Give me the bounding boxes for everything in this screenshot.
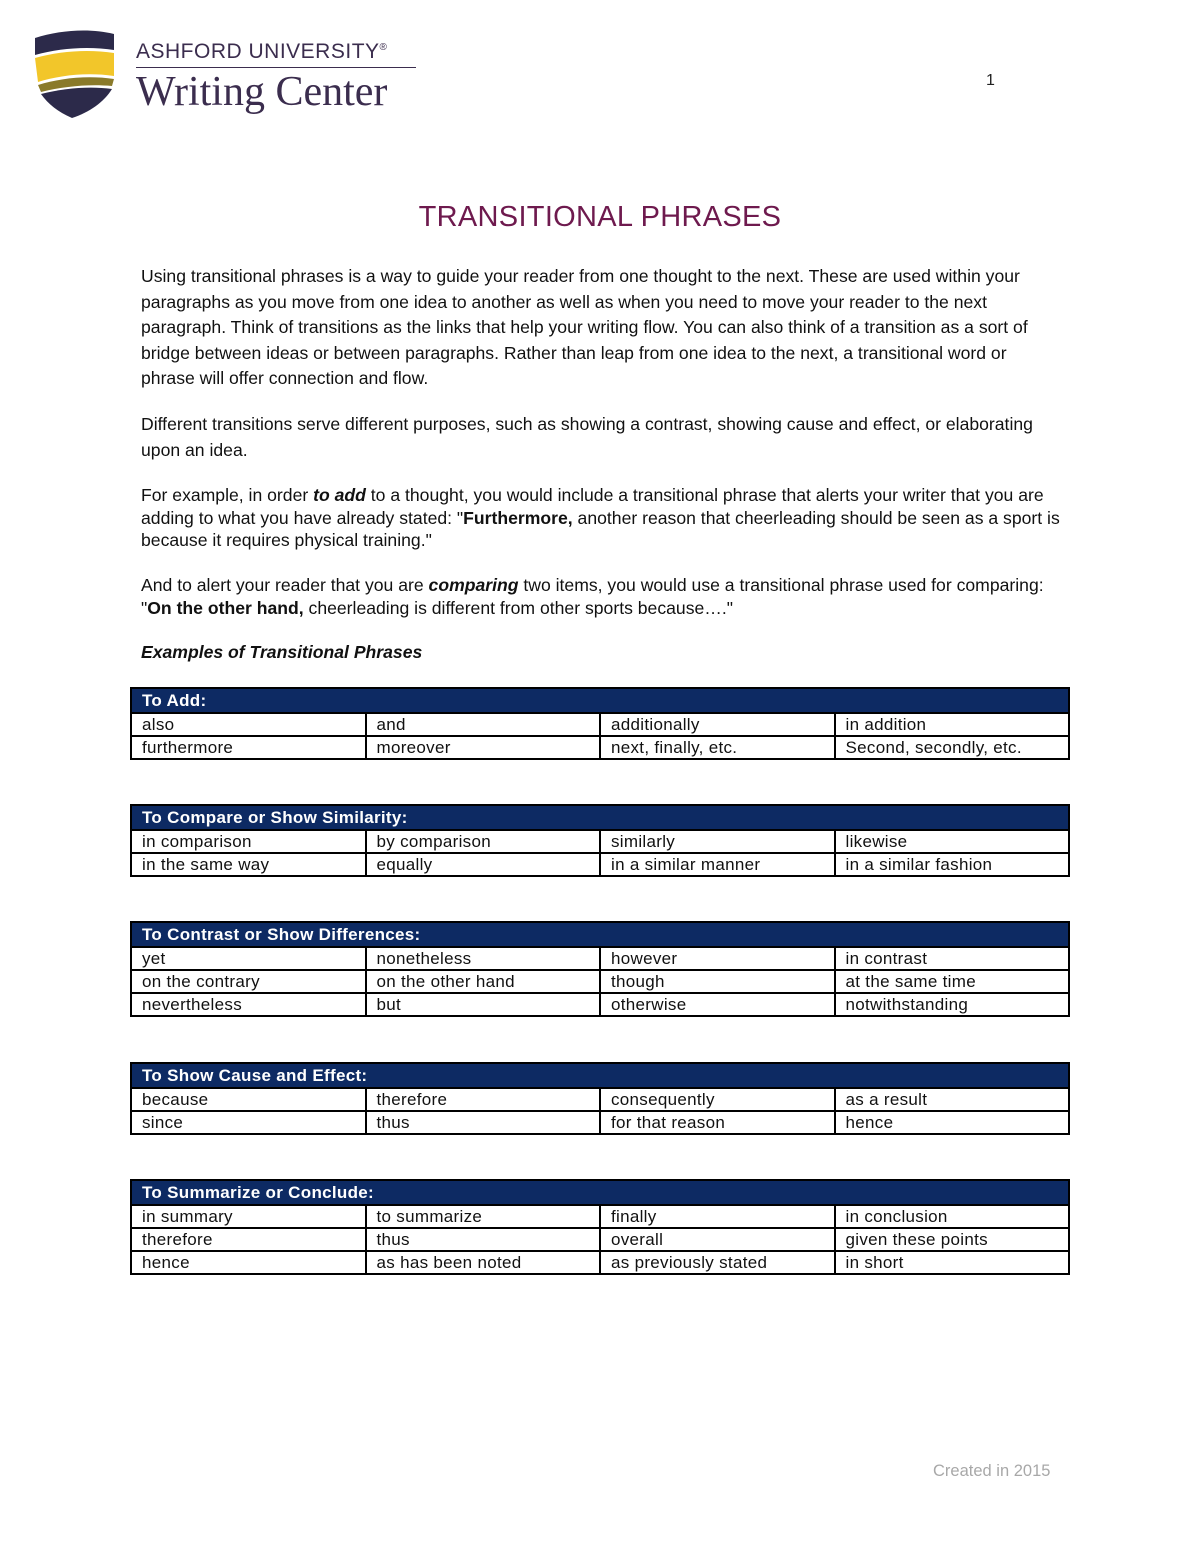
table-to-compare: [130, 804, 1070, 877]
table-cell: at the same time: [835, 970, 1070, 993]
page-title: TRANSITIONAL PHRASES: [418, 201, 782, 233]
table-row: [131, 1088, 1069, 1111]
table-row: [131, 736, 1069, 759]
table-cell: though: [600, 970, 835, 993]
shield-gold-band: [35, 51, 114, 82]
table-row: [131, 713, 1069, 736]
purposes-paragraph: Different transitions serve different purposes, such as showing a contrast, showing cause and effect, or elaborating upon an idea.: [141, 414, 1033, 460]
table-to-add: [130, 687, 1070, 760]
table-cell: on the other hand: [366, 970, 601, 993]
table-cause-effect: [130, 1062, 1070, 1135]
text: cheerleading is different from other sports because….": [303, 597, 734, 618]
table-row: [131, 947, 1069, 970]
table-cell: equally: [366, 853, 601, 876]
page-number: 1: [986, 72, 995, 89]
page-header: [30, 28, 430, 128]
table-cell: in contrast: [835, 947, 1070, 970]
examples-heading: Examples of Transitional Phrases: [141, 642, 423, 662]
table-summarize: [130, 1179, 1070, 1275]
table-cell: thus: [366, 1111, 601, 1134]
table-cell: to summarize: [366, 1205, 601, 1228]
table-row: [131, 993, 1069, 1016]
table-cell: however: [600, 947, 835, 970]
table-cell: thus: [366, 1228, 601, 1251]
table-cell: since: [131, 1111, 366, 1134]
table-cell: as has been noted: [366, 1251, 601, 1274]
table-cell: in summary: [131, 1205, 366, 1228]
table-row: [131, 970, 1069, 993]
table-to-contrast: [130, 921, 1070, 1017]
table-cell: as a result: [835, 1088, 1070, 1111]
table-row: [131, 830, 1069, 853]
table-cell: nevertheless: [131, 993, 366, 1016]
university-name: ASHFORD UNIVERSITY®: [136, 40, 388, 63]
table-row: [131, 1111, 1069, 1134]
table-heading: To Add:: [131, 688, 1069, 713]
table-cell: yet: [131, 947, 366, 970]
table-cell: therefore: [366, 1088, 601, 1111]
table-cell: next, finally, etc.: [600, 736, 835, 759]
text: to a thought, you would include a transitional phrase that alerts your writer that you are adding to what you have already stated: ": [141, 485, 1044, 528]
writing-center-name: Writing Center: [136, 69, 388, 115]
table-row: [131, 1251, 1069, 1274]
table-cell: for that reason: [600, 1111, 835, 1134]
table-cell: finally: [600, 1205, 835, 1228]
table-cell: on the contrary: [131, 970, 366, 993]
table-cell: in short: [835, 1251, 1070, 1274]
emphasis: On the other hand,: [147, 597, 304, 618]
table-cell: and: [366, 713, 601, 736]
text: another reason that cheerleading should be seen as a sport is because it requires physical training.": [141, 507, 1060, 550]
table-cell: by comparison: [366, 830, 601, 853]
table-cell: therefore: [131, 1228, 366, 1251]
table-cell: in addition: [835, 713, 1070, 736]
compare-example-paragraph: [141, 574, 1061, 619]
table-cell: Second, secondly, etc.: [835, 736, 1070, 759]
table-cell: furthermore: [131, 736, 366, 759]
add-example-paragraph: [141, 484, 1061, 552]
table-cell: additionally: [600, 713, 835, 736]
table-cell: nonetheless: [366, 947, 601, 970]
table-cell: consequently: [600, 1088, 835, 1111]
text: For example, in order: [141, 485, 314, 505]
shield-bottom-band: [41, 88, 112, 118]
emphasis: comparing: [428, 575, 519, 595]
table-row: [131, 1205, 1069, 1228]
text: two items, you would use a transitional phrase used for comparing: ": [141, 575, 1044, 618]
text: And to alert your reader that you are: [141, 575, 429, 595]
intro-paragraph: Using transitional phrases is a way to guide your reader from one thought to the next. These are used within your paragraphs as you move from one idea to another as well as when you need to move your reader to the next paragraph. Think of transitions as the links that help your writing flow. You can also think of a transition as a sort of bridge between ideas or between paragraphs. Rather than leap from one idea to the next, a transitional word or phrase will offer connection and flow.: [141, 266, 1028, 388]
emphasis: to add: [313, 485, 366, 505]
table-cell: given these points: [835, 1228, 1070, 1251]
table-cell: also: [131, 713, 366, 736]
table-cell: in a similar manner: [600, 853, 835, 876]
table-cell: otherwise: [600, 993, 835, 1016]
table-heading: To Show Cause and Effect:: [131, 1063, 1069, 1088]
table-cell: likewise: [835, 830, 1070, 853]
table-cell: in conclusion: [835, 1205, 1070, 1228]
table-cell: moreover: [366, 736, 601, 759]
table-cell: but: [366, 993, 601, 1016]
table-cell: in the same way: [131, 853, 366, 876]
table-heading: To Contrast or Show Differences:: [131, 922, 1069, 947]
table-heading: To Compare or Show Similarity:: [131, 805, 1069, 830]
shield-top-band: [35, 31, 114, 55]
table-cell: because: [131, 1088, 366, 1111]
registered-mark: ®: [379, 42, 388, 53]
table-cell: as previously stated: [600, 1251, 835, 1274]
table-cell: notwithstanding: [835, 993, 1070, 1016]
table-cell: in comparison: [131, 830, 366, 853]
table-heading: To Summarize or Conclude:: [131, 1180, 1069, 1205]
emphasis: Furthermore,: [463, 507, 573, 528]
table-row: [131, 853, 1069, 876]
university-shield-logo: [30, 28, 116, 120]
table-cell: overall: [600, 1228, 835, 1251]
table-cell: hence: [131, 1251, 366, 1274]
table-cell: in a similar fashion: [835, 853, 1070, 876]
table-cell: hence: [835, 1111, 1070, 1134]
table-row: [131, 1228, 1069, 1251]
footer-note: Created in 2015: [933, 1462, 1051, 1480]
table-cell: similarly: [600, 830, 835, 853]
